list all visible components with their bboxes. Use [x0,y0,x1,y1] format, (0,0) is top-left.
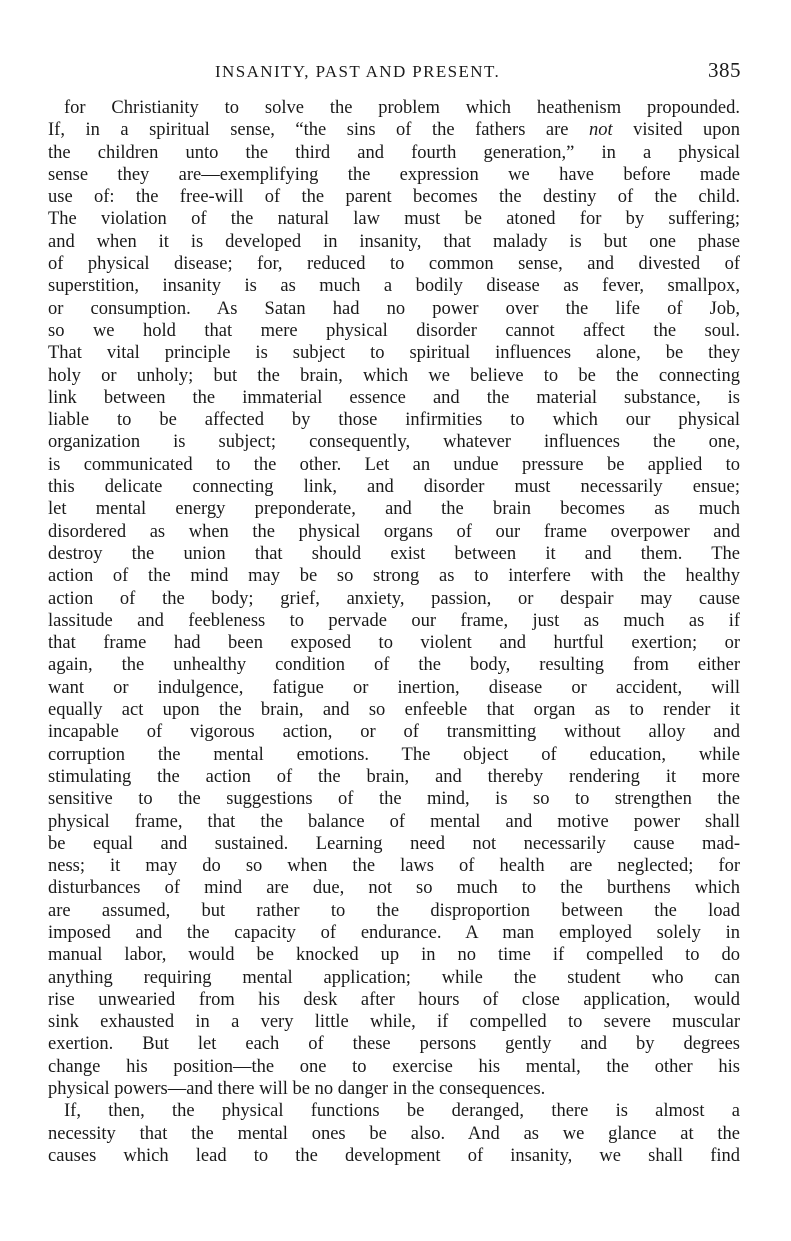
text-line: are assumed, but rather to the disproportion between the load [48,900,740,921]
text-line: let mental energy preponderate, and the brain becomes as much [48,499,740,520]
text-line: link between the immaterial essence and the material substance, is [48,387,740,408]
text-line: imposed and the capacity of endurance. A man employed solely in [48,922,740,943]
text-line: That vital principle is subject to spiritual influences alone, be they [48,343,740,364]
text-line: anything requiring mental application; while the student who can [48,967,740,988]
text-line: again, the unhealthy condition of the body, resulting from either [48,655,740,676]
text-line: sense they are—exemplifying the expression we have before made [48,164,740,185]
text-line: manual labor, would be knocked up in no time if compelled to do [48,945,740,966]
running-head [0,58,791,88]
page-number: 385 [708,58,741,82]
text-line: disordered as when the physical organs of our frame overpower and [48,521,740,542]
text-line: or consumption. As Satan had no power over the life of Job, [48,298,740,319]
text-line: exertion. But let each of these persons gently and by degrees [48,1034,740,1055]
text-line: sensitive to the suggestions of the mind, is so to strengthen the [48,789,740,810]
text-line: stimulating the action of the brain, and thereby rendering it more [48,766,740,787]
text-line: rise unwearied from his desk after hours of close application, would [48,989,740,1010]
text-line: ness; it may do so when the laws of health are neglected; for [48,856,740,877]
text-line: of physical disease; for, reduced to common sense, and divested of [48,254,740,275]
text-line: use of: the free-will of the parent becomes the destiny of the child. [48,187,740,208]
text-line: disturbances of mind are due, not so much to the burthens which [48,878,740,899]
text-line: superstition, insanity is as much a bodily disease as fever, smallpox, [48,276,740,297]
text-line: incapable of vigorous action, or of transmitting without alloy and [48,722,740,743]
text-line: equally act upon the brain, and so enfeeble that organ as to render it [48,700,740,721]
text-line: action of the body; grief, anxiety, passion, or despair may cause [48,588,740,609]
text-line: physical frame, that the balance of mental and motive power shall [48,811,740,832]
text-line: change his position—the one to exercise his mental, the other his [48,1056,740,1077]
text-line: liable to be affected by those infirmities to which our physical [48,410,740,431]
text-line: If, in a spiritual sense, “the sins of the fathers are not visited upon [48,120,740,141]
text-line: be equal and sustained. Learning need not necessarily cause mad- [48,833,740,854]
text-line: that frame had been exposed to violent and hurtful exertion; or [48,633,740,654]
text-line: corruption the mental emotions. The object of education, while [48,744,740,765]
text-line: physical powers—and there will be no danger in the consequences. [48,1079,546,1100]
text-line: want or indulgence, fatigue or inertion, disease or accident, will [48,677,740,698]
text-line: is communicated to the other. Let an undue pressure be applied to [48,454,740,475]
text-line: If, then, the physical functions be deranged, there is almost a [64,1101,740,1122]
text-line: causes which lead to the development of insanity, we shall find [48,1145,740,1166]
text-line: holy or unholy; but the brain, which we believe to be the connecting [48,365,740,386]
text-line: necessity that the mental ones be also. And as we glance at the [48,1123,740,1144]
text-line: destroy the union that should exist between it and them. The [48,543,740,564]
text-line: organization is subject; consequently, whatever influences the one, [48,432,740,453]
text-line: so we hold that mere physical disorder cannot affect the soul. [48,320,740,341]
text-line: action of the mind may be so strong as to interfere with the healthy [48,566,740,587]
text-line: this delicate connecting link, and disorder must necessarily ensue; [48,477,740,498]
text-line: sink exhausted in a very little while, if compelled to severe muscular [48,1012,740,1033]
text-line: lassitude and feebleness to pervade our frame, just as much as if [48,610,740,631]
body-text [48,97,740,1167]
text-line: for Christianity to solve the problem which heathenism propounded. [64,98,740,118]
text-line: and when it is developed in insanity, that malady is but one phase [48,231,740,252]
text-line: The violation of the natural law must be atoned for by suffering; [48,209,740,230]
text-line: the children unto the third and fourth generation,” in a physical [48,142,740,163]
running-title: INSANITY, PAST AND PRESENT. [215,62,501,81]
